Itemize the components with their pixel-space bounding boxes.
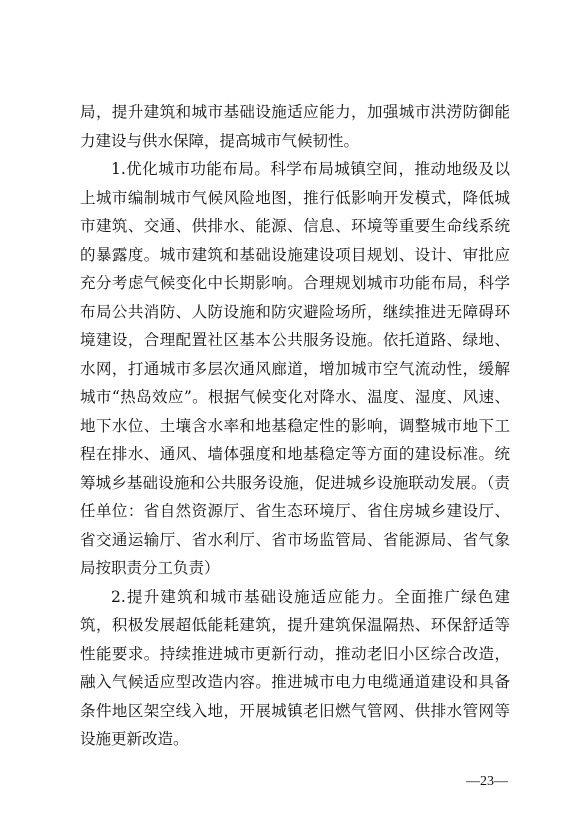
paragraph-continuation: 局，提升建筑和城市基础设施适应能力，加强城市洪涝防御能力建设与供水保障，提高城市气候韧性。 xyxy=(80,103,510,150)
paragraph-improve-adaptation-capacity: 2.提升建筑和城市基础设施适应能力。全面推广绿色建筑，积极发展超低能耗建筑，提升建筑保温隔热、环保舒适等性能要求。持续推进城市更新行动，推动老旧小区综合改造，融入气候适应型改造内容。推进城市电力电缆通道建设和具备条件地区架空线入地，开展城镇老旧燃气管网、供排水管网等设施更新改造。 xyxy=(80,587,510,748)
body-text xyxy=(80,98,510,754)
page-number: —23— xyxy=(466,774,508,789)
paragraph-optimize-urban-layout: 1.优化城市功能布局。科学布局城镇空间，推动地级及以上城市编制城市气候风险地图，推行低影响开发模式，降低城市建筑、交通、供排水、能源、信息、环境等重要生命线系统的暴露度。城市建筑和基础设施建设项目规划、设计、审批应充分考虑气候变化中长期影响。合理规划城市功能布局，科学布局公共消防、人防设施和防灾避险场所，继续推进无障碍环境建设，合理配置社区基本公共服务设施。依托道路、绿地、水网，打通城市多层次通风廊道，增加城市空气流动性，缓解城市“热岛效应”。根据气候变化对降水、温度、湿度、风速、地下水位、土壤含水率和地基稳定性的影响，调整城市地下工程在排水、通风、墙体强度和地基稳定等方面的建设标准。统筹城乡基础设施和公共服务设施，促进城乡设施联动发展。（责任单位：省自然资源厅、省生态环境厅、省住房城乡建设厅、省交通运输厅、省水利厅、省市场监管局、省能源局、省气象局按职责分工负责） xyxy=(80,160,510,577)
